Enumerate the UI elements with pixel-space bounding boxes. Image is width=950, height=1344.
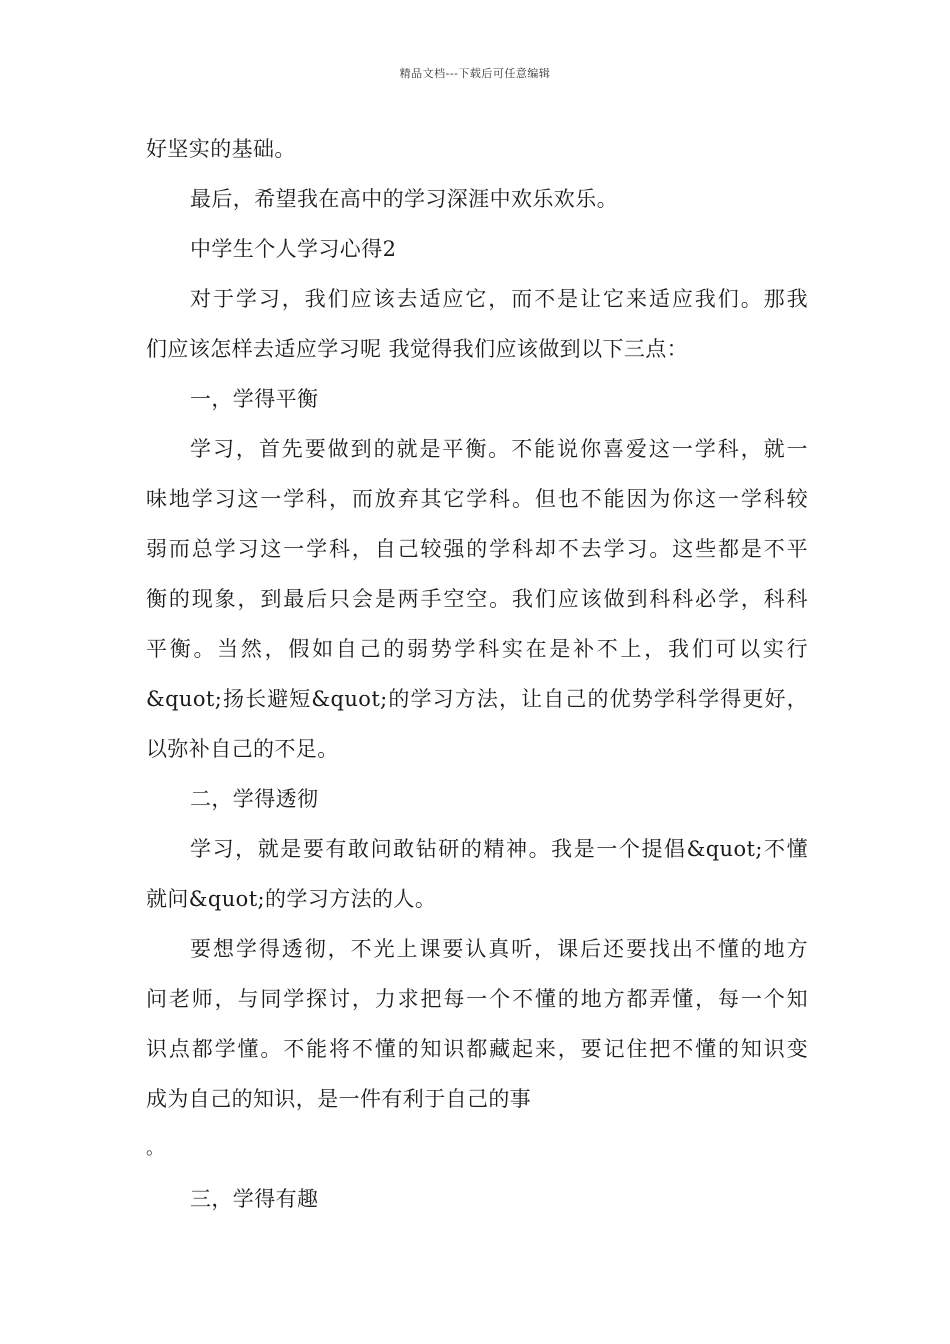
text-line: 就问&quot;的学习方法的人。 xyxy=(146,887,437,911)
text-line: 衡的现象，到最后只会是两手空空。我们应该做到科科必学，科科 xyxy=(146,587,808,611)
text-line: 好坚实的基础。 xyxy=(146,137,296,161)
text-line: 对于学习，我们应该去适应它，而不是让它来适应我们。那我 xyxy=(190,287,808,311)
section-title: 中学生个人学习心得2 xyxy=(190,237,397,261)
text-line: 。 xyxy=(146,1138,165,1159)
page-header: 精品文档---下载后可任意编辑 xyxy=(399,67,551,80)
text-line: 学习，首先要做到的就是平衡。不能说你喜爱这一学科，就一 xyxy=(190,437,808,461)
text-line: 以弥补自己的不足。 xyxy=(146,737,339,761)
subheading: 一，学得平衡 xyxy=(190,387,319,411)
subheading: 三，学得有趣 xyxy=(190,1187,319,1211)
text-line: 识点都学懂。不能将不懂的知识都藏起来，要记住把不懂的知识变 xyxy=(146,1037,808,1061)
subheading: 二，学得透彻 xyxy=(190,787,319,811)
text-line: 最后，希望我在高中的学习深涯中欢乐欢乐。 xyxy=(190,187,618,211)
text-line: 味地学习这一学科，而放弃其它学科。但也不能因为你这一学科较 xyxy=(146,487,808,511)
text-line: 学习，就是要有敢问敢钻研的精神。我是一个提倡&quot;不懂 xyxy=(190,837,808,861)
document-body xyxy=(146,124,808,1224)
text-line: 成为自己的知识，是一件有利于自己的事 xyxy=(146,1087,532,1111)
text-line: 问老师，与同学探讨，力求把每一个不懂的地方都弄懂，每一个知 xyxy=(146,987,808,1011)
text-line: &quot;扬长避短&quot;的学习方法，让自己的优势学科学得更好， xyxy=(146,687,808,711)
text-line: 弱而总学习这一学科，自己较强的学科却不去学习。这些都是不平 xyxy=(146,537,808,561)
text-line: 要想学得透彻，不光上课要认真听，课后还要找出不懂的地方 xyxy=(190,937,808,961)
text-line: 平衡。当然，假如自己的弱势学科实在是补不上，我们可以实行 xyxy=(146,637,808,661)
text-line: 们应该怎样去适应学习呢 我觉得我们应该做到以下三点： xyxy=(146,337,689,361)
